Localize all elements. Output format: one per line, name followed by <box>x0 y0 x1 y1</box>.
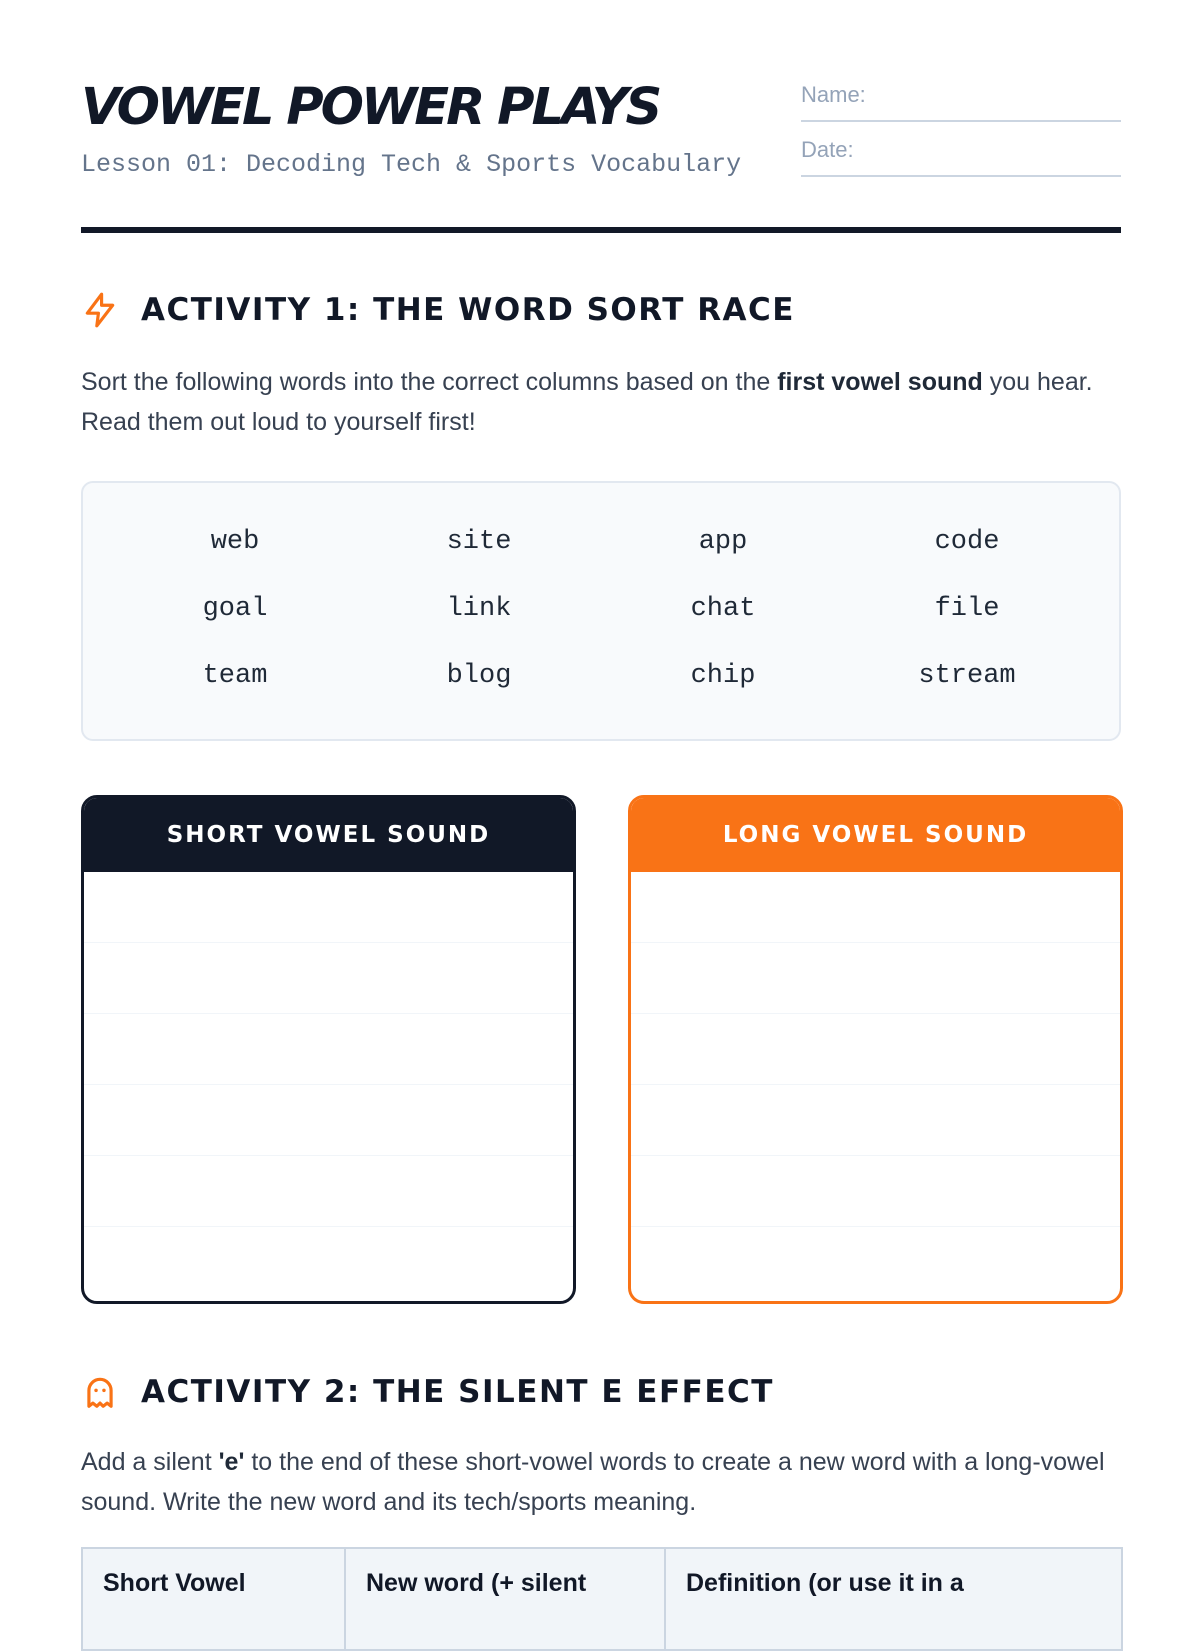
word-bank-word: goal <box>202 593 268 624</box>
writing-line[interactable] <box>84 1156 573 1227</box>
writing-line[interactable] <box>84 1014 573 1085</box>
header-divider <box>81 227 1121 233</box>
writing-line[interactable] <box>631 1227 1120 1297</box>
name-field[interactable] <box>801 80 1121 122</box>
writing-line[interactable] <box>84 1227 573 1297</box>
writing-line[interactable] <box>631 1014 1120 1085</box>
worksheet-header <box>81 80 1121 180</box>
activity2-instructions: Add a silent 'e' to the end of these short-vowel words to create a new word with a long-vowel sound. Write the new word and its tech/sports meaning. <box>81 1448 1105 1516</box>
long-vowel-column <box>628 795 1123 1304</box>
writing-line[interactable] <box>631 943 1120 1014</box>
word-bank-word: code <box>934 526 1000 557</box>
page-title: VOWEL POWER PLAYS <box>81 78 660 137</box>
page-subtitle: Lesson 01: Decoding Tech & Sports Vocabulary <box>81 150 742 179</box>
writing-line[interactable] <box>84 1085 573 1156</box>
name-label: Name: <box>801 82 866 107</box>
writing-line[interactable] <box>631 872 1120 943</box>
writing-line[interactable] <box>631 1156 1120 1227</box>
activity1-heading: ACTIVITY 1: THE WORD SORT RACE <box>141 292 795 328</box>
table-header-definition: Definition (or use it in a <box>665 1548 1122 1650</box>
writing-line[interactable] <box>84 943 573 1014</box>
word-bank <box>81 481 1121 741</box>
silent-e-table <box>81 1547 1123 1651</box>
word-bank-word: file <box>934 593 1000 624</box>
word-bank-word: stream <box>918 660 1016 691</box>
short-vowel-column <box>81 795 576 1304</box>
date-field[interactable] <box>801 135 1121 177</box>
activity2-heading-row <box>81 1372 1121 1416</box>
writing-line[interactable] <box>84 872 573 943</box>
word-bank-grid <box>113 508 1089 709</box>
word-bank-word: chat <box>690 593 756 624</box>
writing-line[interactable] <box>631 1085 1120 1156</box>
emphasis-text: 'e' <box>218 1448 245 1476</box>
word-bank-word: app <box>698 526 748 557</box>
activity2-heading: ACTIVITY 2: THE SILENT E EFFECT <box>141 1374 774 1410</box>
word-bank-word: site <box>446 526 512 557</box>
short-vowel-title: SHORT VOWEL SOUND <box>84 798 573 872</box>
lightning-bolt-icon <box>81 290 119 330</box>
emphasis-text: first vowel sound <box>777 368 983 396</box>
table-header-short-vowel: Short Vowel <box>82 1548 345 1650</box>
activity1-heading-row <box>81 290 1121 334</box>
date-label: Date: <box>801 137 854 162</box>
word-bank-word: web <box>210 526 260 557</box>
long-vowel-title: LONG VOWEL SOUND <box>631 798 1120 872</box>
table-header-row <box>82 1548 1122 1650</box>
ghost-icon <box>81 1372 119 1412</box>
word-bank-word: blog <box>446 660 512 691</box>
word-bank-word: link <box>446 593 512 624</box>
word-bank-word: team <box>202 660 268 691</box>
table-header-new-word: New word (+ silent <box>345 1548 665 1650</box>
activity1-instructions: Sort the following words into the correct columns based on the first vowel sound you hear. Read them out loud to yourself first! <box>81 368 1093 436</box>
word-bank-word: chip <box>690 660 756 691</box>
